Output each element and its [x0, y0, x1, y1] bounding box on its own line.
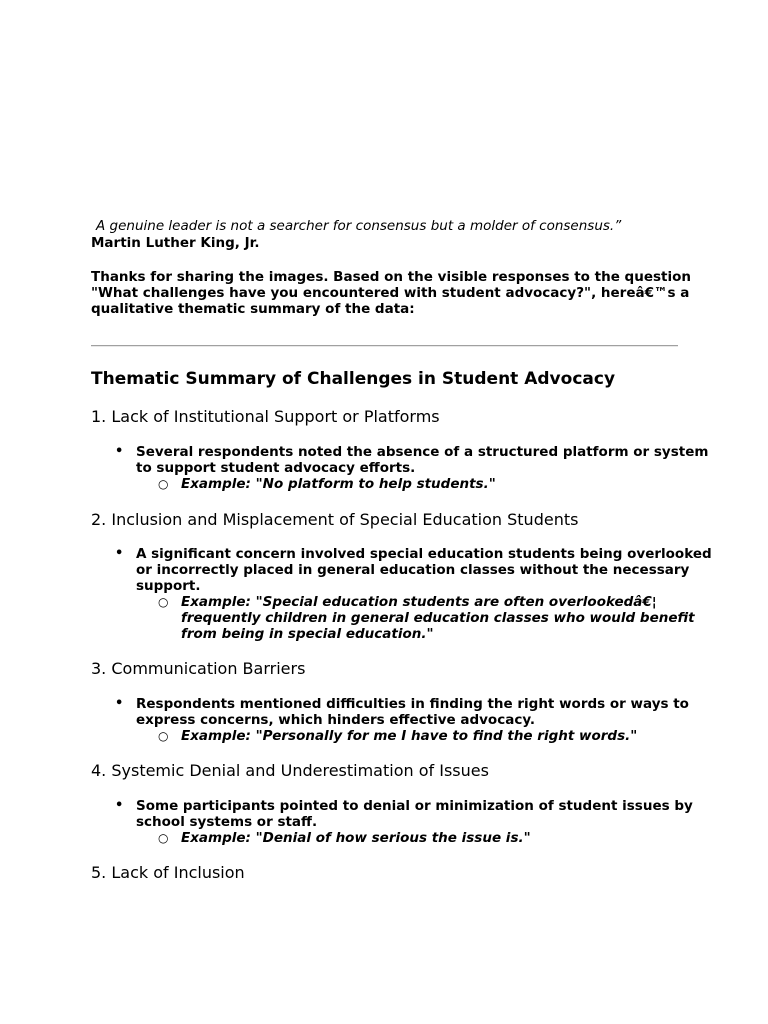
- example-line: from being in special education.": [181, 626, 434, 642]
- bullet-icon: •: [115, 444, 124, 459]
- example-item-3: [158, 728, 701, 744]
- bullet-item-1: [115, 444, 709, 476]
- horizontal-divider: [91, 345, 678, 347]
- section-heading-5: 5. Lack of Inclusion: [91, 863, 245, 882]
- bullet-item-2: [115, 546, 712, 594]
- bullet-item-4: [115, 798, 696, 830]
- intro-paragraph: [91, 269, 691, 317]
- bullet-icon: •: [115, 546, 124, 561]
- section-heading-1: 1. Lack of Institutional Support or Platforms: [91, 407, 440, 426]
- example-line: Example: "Denial of how serious the issue is.": [181, 830, 531, 846]
- example-line: frequently children in general education classes who would benefit: [181, 610, 695, 626]
- bullet-line: express concerns, which hinders effective advocacy.: [136, 712, 536, 728]
- bullet-line: Some participants pointed to denial or minimization of student issues by: [136, 798, 693, 814]
- circle-bullet-icon: ○: [158, 831, 169, 845]
- section-heading-2: 2. Inclusion and Misplacement of Special Education Students: [91, 510, 579, 529]
- example-line: Example: "No platform to help students.": [181, 476, 496, 492]
- example-item-1: [158, 476, 701, 492]
- circle-bullet-icon: ○: [158, 595, 169, 609]
- circle-bullet-icon: ○: [158, 477, 169, 491]
- example-item-2: [158, 594, 701, 642]
- summary-title: Thematic Summary of Challenges in Student Advocacy: [91, 369, 616, 389]
- intro-line: "What challenges have you encountered with student advocacy?", hereâ€™s a: [91, 285, 690, 301]
- example-item-4: [158, 830, 701, 846]
- section-heading-4: 4. Systemic Denial and Underestimation of Issues: [91, 761, 489, 780]
- example-line: Example: "Special education students are often overlookedâ€¦: [181, 594, 657, 610]
- bullet-item-3: [115, 696, 696, 728]
- quote-text: A genuine leader is not a searcher for consensus but a molder of consensus.”: [96, 218, 622, 234]
- example-line: Example: "Personally for me I have to find the right words.": [181, 728, 638, 744]
- intro-line: Thanks for sharing the images. Based on the visible responses to the question: [91, 269, 691, 285]
- bullet-line: A significant concern involved special education students being overlooked: [136, 546, 712, 562]
- bullet-line: to support student advocacy efforts.: [136, 460, 416, 476]
- bullet-icon: •: [115, 798, 124, 813]
- bullet-icon: •: [115, 696, 124, 711]
- bullet-line: support.: [136, 578, 201, 594]
- bullet-line: or incorrectly placed in general education classes without the necessary: [136, 562, 690, 578]
- circle-bullet-icon: ○: [158, 729, 169, 743]
- intro-line: qualitative thematic summary of the data:: [91, 301, 415, 317]
- quote-author: Martin Luther King, Jr.: [91, 235, 260, 251]
- bullet-line: Several respondents noted the absence of a structured platform or system: [136, 444, 709, 460]
- bullet-line: Respondents mentioned difficulties in finding the right words or ways to: [136, 696, 689, 712]
- bullet-line: school systems or staff.: [136, 814, 318, 830]
- section-heading-3: 3. Communication Barriers: [91, 659, 306, 678]
